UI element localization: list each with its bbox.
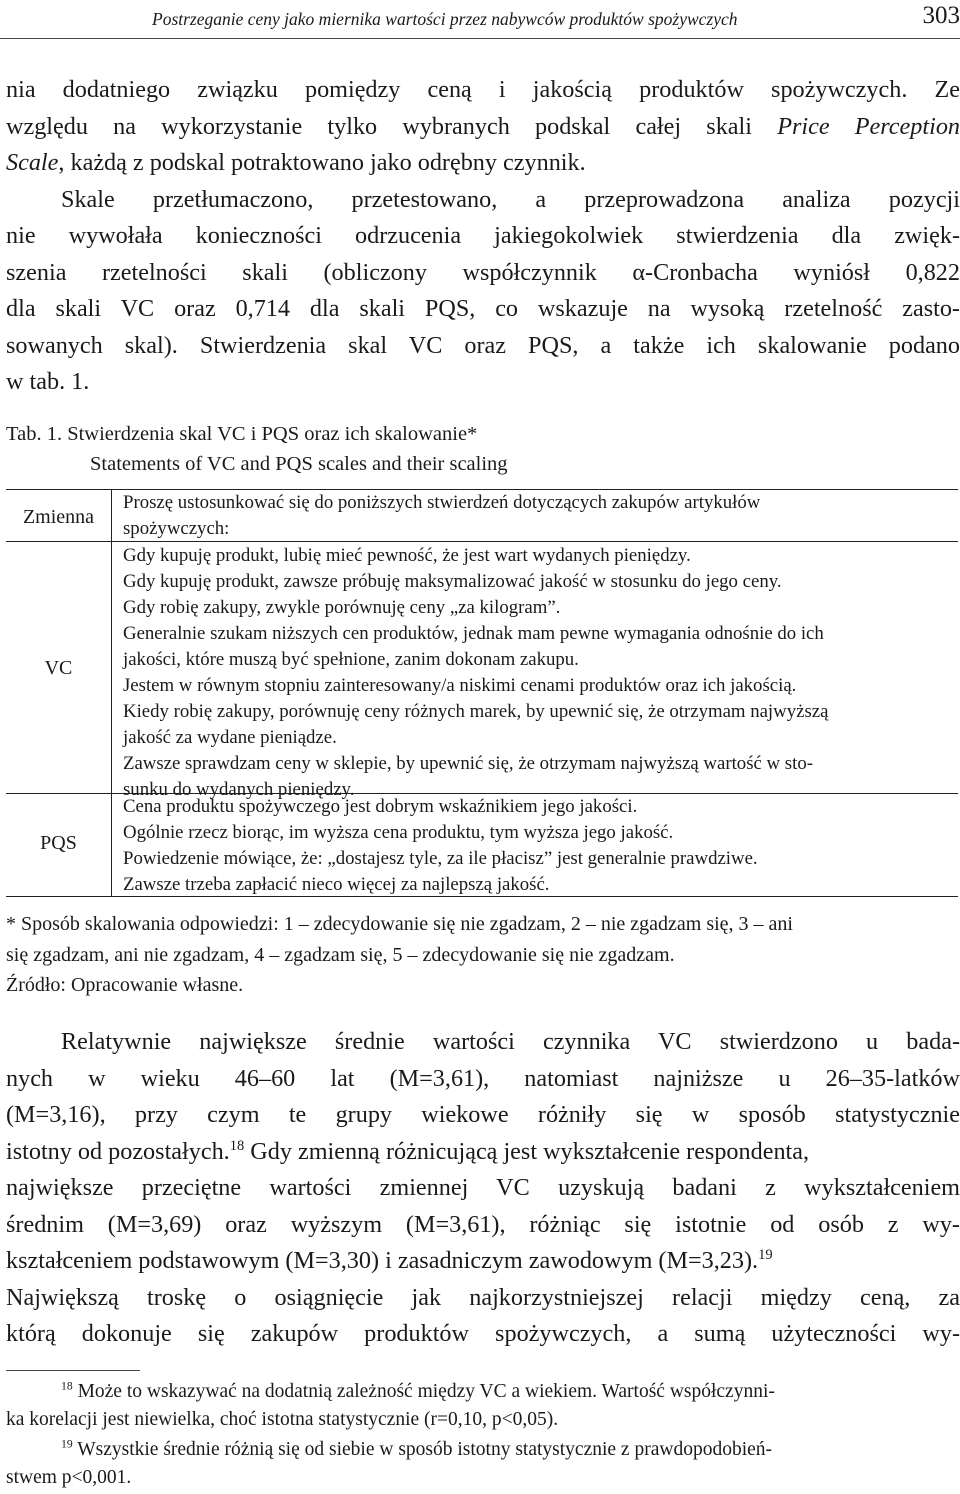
text-line: którą dokonuje się zakupów produktów spożywczych, a sumą użyteczności wy-	[6, 1320, 960, 1347]
statement-line: Generalnie szukam niższych cen produktów, jednak mam pewne wymagania odnośnie do ich	[123, 623, 824, 644]
footnote-number: 19	[61, 1437, 73, 1451]
footnote-ref-18[interactable]: 18	[229, 1137, 245, 1154]
statement-line: Kiedy robię zakupy, porównuję ceny różnych marek, by upewnić się, że otrzymam najwyższą	[123, 701, 829, 722]
statement-line: sunku do wydanych pieniędzy.	[123, 779, 355, 800]
header-line: spożywczych:	[123, 518, 230, 539]
results-paragraph	[6, 1024, 960, 1353]
text-line: nia dodatniego związku pomiędzy ceną i jakością produktów spożywczych. Ze	[6, 76, 960, 103]
vc-statements	[123, 543, 935, 803]
text-span: kształceniem podstawowym (M=3,30) i zasadniczym zawodowym (M=3,23).	[6, 1247, 759, 1274]
text-line: Największą troskę o osiągnięcie jak najkorzystniejszej relacji między ceną, za	[6, 1283, 960, 1311]
footnote-number: 18	[61, 1379, 73, 1393]
statement-line: Ogólnie rzecz biorąc, im wyższa cena produktu, tym wyższa jego jakość.	[123, 822, 674, 843]
footnote-line: stwem p<0,001.	[6, 1467, 132, 1488]
text-line: w tab. 1.	[6, 368, 90, 395]
pqs-statements	[123, 794, 935, 898]
statement-line: Powiedzenie mówiące, że: „dostajesz tyle, za ile płacisz” jest generalnie prawdziwe.	[123, 848, 758, 869]
footnote-line	[6, 1378, 960, 1406]
statement-line: jakość za wydane pieniądze.	[123, 727, 337, 748]
header-statement	[123, 490, 935, 542]
statement-line: Gdy kupuję produkt, lubię mieć pewność, że jest wart wydanych pieniędzy.	[123, 545, 691, 566]
text-line: Skale przetłumaczono, przetestowano, a przeprowadzona analiza pozycji	[61, 185, 960, 213]
footnote-line: ka korelacji jest niewielka, choć istotna statystycznie (r=0,10, p<0,05).	[6, 1409, 559, 1430]
text-line	[6, 1134, 960, 1171]
running-title: Postrzeganie ceny jako miernika wartości przez nabywców produktów spożywczych	[152, 9, 738, 29]
vc-label: VC	[44, 657, 73, 679]
page-number: 303	[922, 2, 960, 29]
text-line: nych w wieku 46–60 lat (M=3,61), natomiast najniższe u 26–35-latków	[6, 1064, 960, 1092]
caption-en: Statements of VC and PQS scales and their scaling	[90, 453, 508, 475]
header-line: Proszę ustosunkować się do poniższych stwierdzeń dotyczących zakupów artykułów	[123, 492, 761, 513]
statement-line: jakości, które muszą być spełnione, zanim dokonam zakupu.	[123, 649, 579, 670]
statements-table	[6, 489, 958, 897]
statement-line: Gdy robię zakupy, zwykle porównuję ceny „za kilogram”.	[123, 597, 561, 618]
text-line: Relatywnie największe średnie wartości czynnika VC stwierdzono u bada-	[61, 1028, 960, 1055]
text-span: Wszystkie średnie różnią się od siebie w sposób istotny statystycznie z prawdopodobień-	[72, 1439, 773, 1460]
column-divider	[111, 490, 112, 896]
text-line: dla skali VC oraz 0,714 dla skali PQS, co wskazuje na wysoką rzetelność zasto-	[6, 295, 960, 322]
note-line: * Sposób skalowania odpowiedzi: 1 – zdecydowanie się nie zgadzam, 2 – nie zgadzam się, 3 – ani	[6, 913, 793, 935]
italic-term: Scale	[6, 149, 59, 176]
text-line: nie wywołała konieczności odrzucenia jakiegokolwiek stwierdzenia dla zwięk-	[6, 222, 960, 249]
statement-line: Jestem w równym stopniu zainteresowany/a niskimi cenami produktów oraz ich jakością.	[123, 675, 797, 696]
header-variable: Zmienna	[22, 506, 95, 528]
statement-line: Zawsze sprawdzam ceny w sklepie, by upewnić się, że otrzymam najwyższą wartość w sto-	[123, 753, 813, 774]
page-header	[0, 0, 960, 40]
intro-paragraph	[6, 72, 960, 401]
text-line	[6, 109, 960, 146]
footnote-18	[6, 1378, 960, 1434]
text-line	[6, 1243, 960, 1280]
text-span: Może to wskazywać na dodatnią zależność między VC a wiekiem. Wartość współczynni-	[72, 1381, 775, 1402]
italic-term: Price Perception	[777, 112, 960, 140]
caption-pl: Tab. 1. Stwierdzenia skal VC i PQS oraz ich skalowanie*	[6, 423, 478, 445]
source-line: Źródło: Opracowanie własne.	[6, 974, 244, 996]
pqs-label: PQS	[40, 832, 77, 854]
header-rule	[0, 38, 960, 39]
footnote-line	[6, 1436, 960, 1464]
text-line: (M=3,16), przy czym te grupy wiekowe różniły się w sposób statystycznie	[6, 1101, 960, 1128]
text-span: względu na wykorzystanie tylko wybranych podskal całej skali	[6, 112, 752, 140]
table-caption	[6, 419, 508, 479]
footnote-rule	[6, 1370, 140, 1371]
text-line	[6, 145, 960, 182]
footnote-19	[6, 1436, 960, 1492]
statement-line: Zawsze trzeba zapłacić nieco więcej za najlepszą jakość.	[123, 874, 550, 895]
text-span: istotny od pozostałych.	[6, 1137, 230, 1165]
note-line: się zgadzam, ani nie zgadzam, 4 – zgadzam się, 5 – zdecydowanie się nie zgadzam.	[6, 943, 675, 966]
text-line: średnim (M=3,69) oraz wyższym (M=3,61), różniąc się istotnie od osób z wy-	[6, 1210, 960, 1238]
footnote-ref-19[interactable]: 19	[758, 1246, 773, 1263]
text-line: szenia rzetelności skali (obliczony współczynnik α-Cronbacha wyniósł 0,822	[6, 258, 960, 286]
statement-line: Gdy kupuję produkt, zawsze próbuję maksymalizować jakość w stosunku do jego ceny.	[123, 571, 782, 592]
table-note	[6, 909, 960, 1001]
text-line: największe przeciętne wartości zmiennej VC uzyskują badani z wykształceniem	[6, 1174, 960, 1201]
text-line: sowanych skal). Stwierdzenia skal VC oraz PQS, a także ich skalowanie podano	[6, 331, 960, 359]
text-span: Gdy zmienną różnicującą jest wykształcenie respondenta,	[244, 1137, 810, 1165]
text-span: , każdą z podskal potraktowano jako odrębny czynnik.	[58, 149, 586, 176]
statement-line: Cena produktu spożywczego jest dobrym wskaźnikiem jego jakości.	[123, 796, 638, 817]
